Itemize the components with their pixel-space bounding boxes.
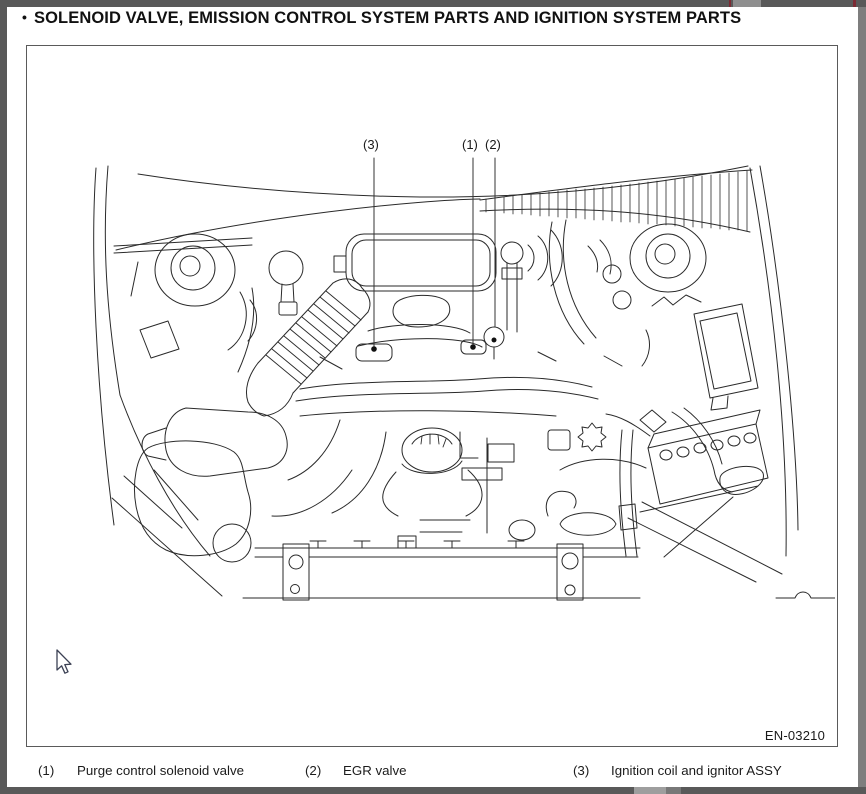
legend-label-1: Purge control solenoid valve <box>77 763 245 778</box>
chrome-segment <box>733 0 761 7</box>
chrome-segment <box>666 787 681 794</box>
air-cleaner-case <box>142 408 287 476</box>
window-chrome-left <box>0 7 7 794</box>
engine-bay-diagram <box>27 46 835 744</box>
legend-label-3: Ignition coil and ignitor ASSY <box>611 763 782 778</box>
callout-leader-lines <box>371 158 496 352</box>
chrome-segment <box>634 787 666 794</box>
battery <box>606 408 768 557</box>
chrome-accent-line <box>729 0 731 7</box>
intake-duct <box>140 279 370 416</box>
chrome-accent-line <box>853 0 856 7</box>
mouse-cursor-icon <box>54 648 76 676</box>
fuse-box <box>652 295 758 410</box>
right-strut-tower <box>549 220 706 344</box>
title-bullet: • <box>22 9 28 25</box>
callout-label-3: (3) <box>363 137 379 152</box>
legend-label-2: EGR valve <box>343 763 407 778</box>
figure-frame <box>26 45 838 747</box>
car-body-outline <box>94 166 835 598</box>
legend-num-3: (3) <box>573 763 590 778</box>
legend-num-2: (2) <box>305 763 322 778</box>
scrollbar-track[interactable] <box>858 7 866 787</box>
washer-nozzle <box>269 251 303 315</box>
engine-assembly <box>248 230 649 548</box>
page-title <box>22 9 842 28</box>
legend-num-1: (1) <box>38 763 55 778</box>
figure-code: EN-03210 <box>764 728 825 743</box>
ac-hose <box>619 430 637 556</box>
window-chrome-top <box>0 0 866 7</box>
title-text: SOLENOID VALVE, EMISSION CONTROL SYSTEM PARTS AND IGNITION SYSTEM PARTS <box>34 9 742 27</box>
callout-label-1: (1) <box>462 137 478 152</box>
radiator-crossmember <box>243 541 640 600</box>
window-chrome-bottom <box>7 787 866 794</box>
egr-valve-part <box>484 327 504 347</box>
cowl-hatch-band <box>480 170 752 232</box>
callout-label-2: (2) <box>485 137 501 152</box>
left-strut-tower <box>155 234 254 372</box>
